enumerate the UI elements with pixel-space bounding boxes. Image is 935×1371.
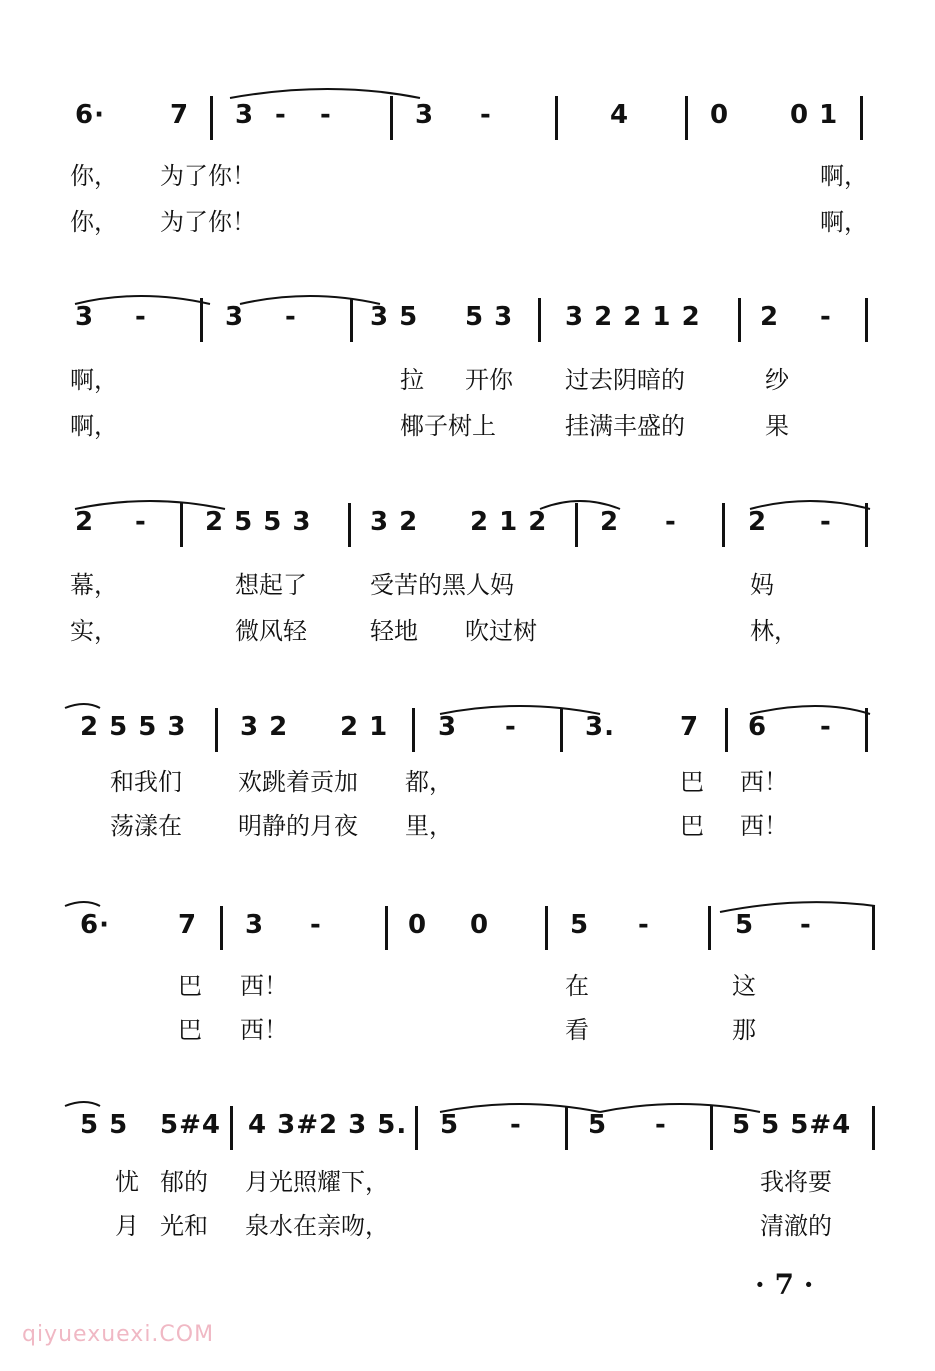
lyric: 啊， [820, 162, 868, 190]
barline [348, 503, 351, 547]
note: 6 [748, 712, 768, 742]
lyric: 巴 [680, 812, 704, 840]
barline [385, 906, 388, 950]
note: 5#4 [160, 1110, 221, 1140]
lyric: 啊， [70, 412, 118, 440]
lyric-line-1 [60, 362, 880, 398]
note: 6· [75, 100, 105, 130]
lyric-line-1 [60, 764, 880, 800]
note: 7 [178, 910, 198, 940]
barline [412, 708, 415, 752]
score-system-3 [60, 495, 890, 700]
note: 0 [470, 910, 490, 940]
barline [210, 96, 213, 140]
note: - [505, 712, 517, 742]
barline [860, 96, 863, 140]
lyric: 月光照耀下， [245, 1168, 389, 1196]
page-number: · 7 · [755, 1268, 814, 1301]
note: 2 1 2 [470, 507, 548, 537]
lyric: 荡漾在 [110, 812, 182, 840]
lyric: 看 [565, 1016, 589, 1044]
notation-row [60, 290, 880, 350]
note: 7 [170, 100, 190, 130]
barline [708, 906, 711, 950]
lyric: 林， [750, 617, 798, 645]
lyric: 幕， [70, 571, 118, 599]
lyric: 过去阴暗的 [565, 366, 685, 394]
barline [865, 708, 868, 752]
note: 3 5 [370, 302, 419, 332]
note: - [310, 910, 322, 940]
notation-row [60, 88, 880, 148]
barline [200, 298, 203, 342]
lyric: 西！ [740, 768, 788, 796]
barline [865, 503, 868, 547]
barline [390, 96, 393, 140]
lyric: 巴 [178, 972, 202, 1000]
note: 3 [75, 302, 95, 332]
note: 2 [748, 507, 768, 537]
score-system-1 [60, 88, 890, 293]
note: - [820, 302, 832, 332]
lyric-line-1 [60, 158, 880, 194]
lyric: 妈 [750, 571, 774, 599]
lyric: 为了你！ [160, 208, 256, 236]
barline [350, 298, 353, 342]
lyric: 西！ [240, 1016, 288, 1044]
note: - [820, 712, 832, 742]
lyric: 西！ [240, 972, 288, 1000]
note: 5 [588, 1110, 608, 1140]
note: 2 [760, 302, 780, 332]
note: 3. [585, 712, 615, 742]
barline [722, 503, 725, 547]
lyric: 都， [405, 768, 453, 796]
lyric-line-1 [60, 968, 880, 1004]
barline [865, 298, 868, 342]
barline [538, 298, 541, 342]
barline [738, 298, 741, 342]
score-system-4 [60, 700, 890, 905]
barline [872, 1106, 875, 1150]
score-system-5 [60, 898, 890, 1103]
lyric: 我将要 [760, 1168, 832, 1196]
lyric-line-1 [60, 567, 880, 603]
note: 0 1 [790, 100, 839, 130]
note: 0 [408, 910, 428, 940]
note: 2 5 5 3 [80, 712, 187, 742]
note: 5 [570, 910, 590, 940]
note: 2 5 5 3 [205, 507, 312, 537]
lyric-line-2 [60, 408, 880, 444]
note: 6· [80, 910, 110, 940]
lyric: 那 [732, 1016, 756, 1044]
barline [685, 96, 688, 140]
note: 3 [235, 100, 255, 130]
lyric: 欢跳着贡加 [238, 768, 358, 796]
note: 3 [225, 302, 245, 332]
barline [872, 906, 875, 950]
lyric: 西！ [740, 812, 788, 840]
lyric: 想起了 [235, 571, 307, 599]
note: 7 [680, 712, 700, 742]
note: - [320, 100, 332, 130]
lyric: 你， [70, 208, 118, 236]
barline [415, 1106, 418, 1150]
note: - [820, 507, 832, 537]
lyric: 为了你！ [160, 162, 256, 190]
barline [180, 503, 183, 547]
note: 5 5 5#4 [732, 1110, 852, 1140]
note: 5 5 [80, 1110, 129, 1140]
lyric: 在 [565, 972, 589, 1000]
note: 3 2 [240, 712, 289, 742]
watermark-text: qiyuexuexi.COM [22, 1322, 215, 1347]
lyric: 你， [70, 162, 118, 190]
lyric: 实， [70, 617, 118, 645]
lyric: 这 [732, 972, 756, 1000]
lyric: 受苦的黑人妈 [370, 571, 514, 599]
lyric: 光和 [160, 1212, 208, 1240]
barline [560, 708, 563, 752]
notation-row [60, 700, 880, 760]
note: 0 [710, 100, 730, 130]
note: 4 3#2 3 5. [248, 1110, 408, 1140]
notation-row [60, 1098, 880, 1158]
lyric: 忧 [115, 1168, 139, 1196]
note: - [480, 100, 492, 130]
note: 3 2 [370, 507, 419, 537]
barline [220, 906, 223, 950]
note: - [800, 910, 812, 940]
note: - [135, 302, 147, 332]
lyric-line-2 [60, 613, 880, 649]
lyric: 纱 [765, 366, 789, 394]
lyric-line-2 [60, 1012, 880, 1048]
lyric-line-2 [60, 808, 880, 844]
note: - [510, 1110, 522, 1140]
lyric: 啊， [820, 208, 868, 236]
lyric: 里， [405, 812, 453, 840]
lyric: 果 [765, 412, 789, 440]
note: 3 [415, 100, 435, 130]
lyric: 郁的 [160, 1168, 208, 1196]
lyric: 清澈的 [760, 1212, 832, 1240]
barline [710, 1106, 713, 1150]
note: 2 1 [340, 712, 389, 742]
lyric: 椰子树上 [400, 412, 496, 440]
note: 2 [75, 507, 95, 537]
barline [555, 96, 558, 140]
lyric: 挂满丰盛的 [565, 412, 685, 440]
barline [565, 1106, 568, 1150]
note: 4 [610, 100, 630, 130]
note: 3 [438, 712, 458, 742]
lyric: 泉水在亲吻， [245, 1212, 389, 1240]
notation-row [60, 898, 880, 958]
lyric: 和我们 [110, 768, 182, 796]
note: - [655, 1110, 667, 1140]
note: - [135, 507, 147, 537]
barline [725, 708, 728, 752]
lyric: 微风轻 [235, 617, 307, 645]
note: 5 3 [465, 302, 514, 332]
lyric: 拉 [400, 366, 424, 394]
lyric: 啊， [70, 366, 118, 394]
note: 3 2 2 1 2 [565, 302, 701, 332]
note: 3 [245, 910, 265, 940]
score-system-2 [60, 290, 890, 495]
note: - [285, 302, 297, 332]
lyric: 开你 [465, 366, 513, 394]
lyric: 吹过树 [465, 617, 537, 645]
lyric: 明静的月夜 [238, 812, 358, 840]
barline [215, 708, 218, 752]
lyric: 巴 [680, 768, 704, 796]
note: - [275, 100, 287, 130]
barline [230, 1106, 233, 1150]
note: - [638, 910, 650, 940]
lyric-line-2 [60, 204, 880, 240]
barline [545, 906, 548, 950]
lyric: 巴 [178, 1016, 202, 1044]
note: 5 [440, 1110, 460, 1140]
lyric-line-2 [60, 1208, 880, 1244]
barline [575, 503, 578, 547]
lyric: 轻地 [370, 617, 418, 645]
lyric-line-1 [60, 1164, 880, 1200]
note: - [665, 507, 677, 537]
note: 2 [600, 507, 620, 537]
note: 5 [735, 910, 755, 940]
notation-row [60, 495, 880, 555]
lyric: 月 [115, 1212, 139, 1240]
